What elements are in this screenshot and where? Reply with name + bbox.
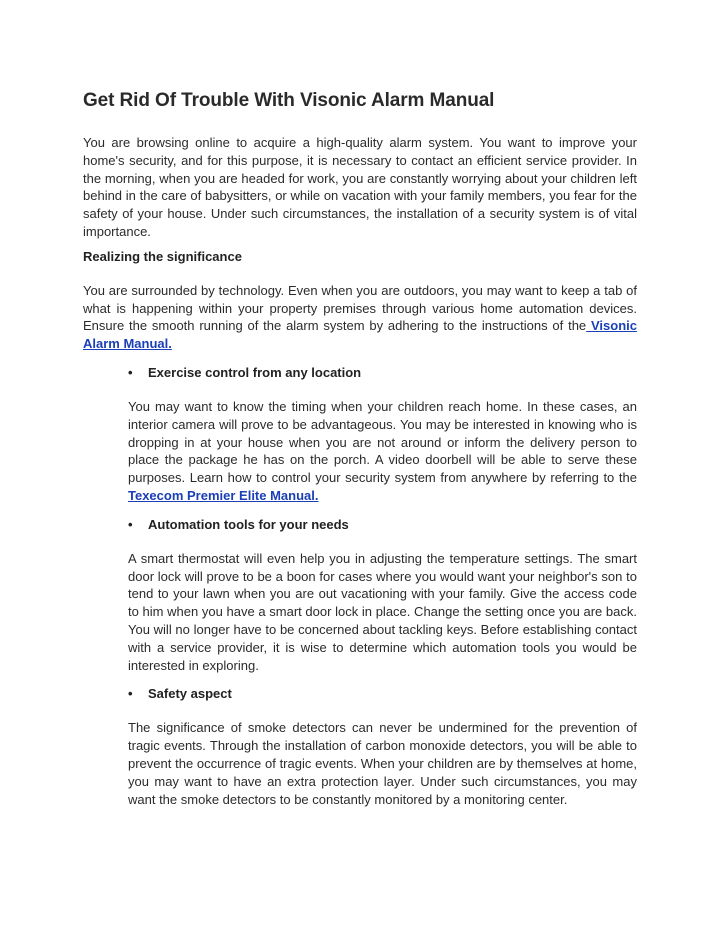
bullet-icon: • — [128, 516, 133, 532]
visonic-manual-link[interactable]: Visonic Alarm Manual. — [83, 318, 637, 352]
section-heading-significance: Realizing the significance — [83, 248, 242, 264]
bullet-item-automation — [128, 517, 637, 532]
bullet-heading-safety: Safety aspect — [148, 686, 232, 702]
bullet-icon: • — [128, 364, 133, 380]
significance-paragraph — [83, 282, 637, 353]
bullet-heading-control: Exercise control from any location — [148, 364, 362, 380]
texecom-manual-link[interactable]: Texecom Premier Elite Manual. — [128, 487, 319, 503]
bullet-icon: • — [128, 686, 133, 702]
bullet-item-safety — [128, 686, 637, 701]
automation-paragraph: A smart thermostat will even help you in adjusting the temperature settings. The smart door lock will prove to be a boon for cases where you would want your neighbor's son to tend to your lawn when you are out vacationing with your family. Give the access code to him when you have a smart door lock in place. Change the setting once you are back. You will no longer have to be concerned about tackling keys. Before establishing contact with a service provider, it is wise to determine which automation tools you would be interested in exploring. — [128, 550, 637, 673]
bullet-item-control — [128, 365, 637, 380]
control-text: You may want to know the timing when your children reach home. In these cases, an interior camera will prove to be advantageous. You may be interested in knowing who is dropping in at your house when you are not around or inform the delivery person to place the package he has on the porch. A video doorbell will be able to serve these purposes. Learn how to control your security system from anywhere by referring to the — [128, 398, 637, 486]
significance-text: You are surrounded by technology. Even when you are outdoors, you may want to keep a tab of what is happening within your property premises through various home automation devices. Ensure the smooth running of the alarm system by adhering to the instructions of the — [83, 282, 637, 334]
safety-paragraph: The significance of smoke detectors can never be undermined for the prevention of tragic events. Through the installation of carbon monoxide detectors, you will be able to prevent the occurrence of tragic events. When your children are by themselves at home, you may want to have an extra protection layer. Under such circumstances, you may want the smoke detectors to be constantly monitored by a monitoring center. — [128, 720, 637, 807]
control-paragraph — [128, 398, 637, 505]
bullet-heading-automation: Automation tools for your needs — [148, 516, 349, 532]
page-title: Get Rid Of Trouble With Visonic Alarm Manual — [83, 90, 495, 111]
intro-paragraph: You are browsing online to acquire a high-quality alarm system. You want to improve your home's security, and for this purpose, it is necessary to contact an efficient service provider. In the morning, when you are headed for work, you are constantly worrying about your children left behind in the care of babysitters, or while on vacation with your family members, you fear for the safety of your house. Under such circumstances, the installation of a security system is of vital importance. — [83, 135, 637, 239]
